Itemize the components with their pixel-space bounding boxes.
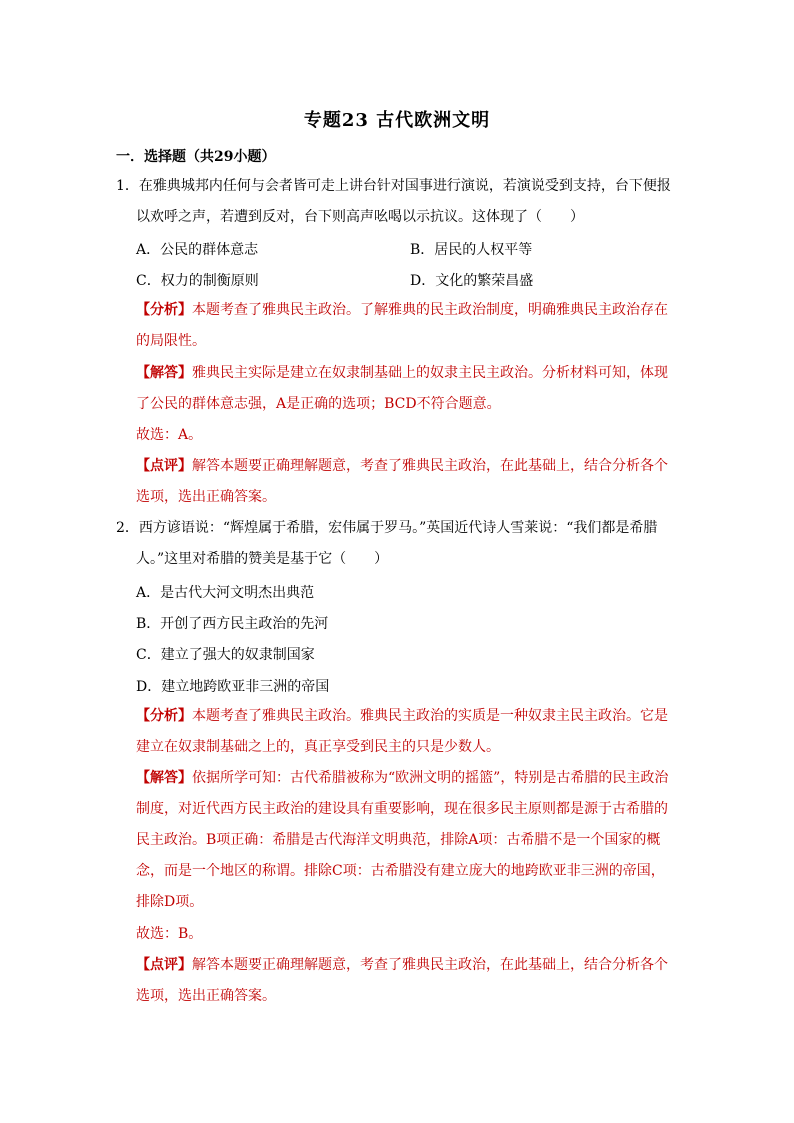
q1-answer-line-1: [136, 364, 668, 382]
q1-comment-tag: 【点评】: [136, 458, 192, 474]
q1-answer-line-2: 了公民的群体意志强，A是正确的选项；BCD不符合题意。: [136, 396, 501, 412]
q2-option-c: C．建立了强大的奴隶制国家: [136, 647, 315, 663]
q1-comment-line-2: 选项，选出正确答案。: [136, 489, 276, 505]
q2-analysis-tag: 【分析】: [136, 708, 192, 724]
q2-option-d: D．建立地跨欧亚非三洲的帝国: [136, 679, 330, 695]
q2-answer-line-5: 排除D项。: [136, 894, 204, 910]
q1-comment-line-1: [136, 457, 668, 475]
q1-answer-tag: 【解答】: [136, 365, 192, 381]
q2-answer-line-4: 念，而是一个地区的称谓。排除C项：古希腊没有建立庞大的地跨欧亚非三洲的帝国，: [136, 863, 665, 879]
q1-analysis-tag: 【分析】: [136, 302, 192, 318]
q1-analysis-text-1: 本题考查了雅典民主政治。了解雅典的民主政治制度，明确雅典民主政治存在: [192, 302, 668, 318]
q2-comment-line-1: [136, 956, 668, 974]
q2-analysis-line-2: 建立在奴隶制基础之上的，真正享受到民主的只是少数人。: [136, 739, 500, 755]
q1-analysis-line-2: 的局限性。: [136, 333, 206, 349]
section-heading: 一．选择题（共29小题）: [116, 149, 276, 165]
q2-stem-line-1: 2．西方谚语说：“辉煌属于希腊，宏伟属于罗马。”英国近代诗人雪莱说：“我们都是希腊: [116, 520, 658, 536]
q1-stem-line-1: 1．在雅典城邦内任何与会者皆可走上讲台针对国事进行演说，若演说受到支持，台下便报: [116, 178, 671, 194]
q2-answer-line-3: 民主政治。B项正确：希腊是古代海洋文明典范，排除A项：古希腊不是一个国家的概: [136, 832, 661, 848]
q1-answer-text-1: 雅典民主实际是建立在奴隶制基础上的奴隶主民主政治。分析材料可知，体现: [192, 365, 668, 381]
q2-analysis-line-1: [136, 707, 668, 725]
q2-option-a: A．是古代大河文明杰出典范: [136, 585, 315, 601]
q2-comment-line-2: 选项，选出正确答案。: [136, 988, 276, 1004]
q2-answer-line-1: [136, 769, 668, 787]
q1-analysis-line-1: [136, 301, 668, 319]
q2-answer-tag: 【解答】: [136, 770, 192, 786]
q2-option-b: B．开创了西方民主政治的先河: [136, 616, 329, 632]
q2-choice: 故选：B。: [136, 926, 203, 942]
q1-comment-text-1: 解答本题要正确理解题意，考查了雅典民主政治，在此基础上，结合分析各个: [192, 458, 668, 474]
q1-option-d: D．文化的繁荣昌盛: [410, 273, 534, 289]
q1-option-b: B．居民的人权平等: [410, 242, 533, 258]
q2-analysis-text-1: 本题考查了雅典民主政治。雅典民主政治的实质是一种奴隶主民主政治。它是: [192, 708, 668, 724]
q2-answer-text-1: 依据所学可知：古代希腊被称为“欧洲文明的摇篮”，特别是古希腊的民主政治: [192, 770, 669, 786]
q1-stem-line-2: 以欢呼之声，若遭到反对，台下则高声吆喝以示抗议。这体现了（ ）: [136, 209, 584, 225]
q2-comment-text-1: 解答本题要正确理解题意，考查了雅典民主政治，在此基础上，结合分析各个: [192, 957, 668, 973]
page-title: 专题23 古代欧洲文明: [303, 110, 491, 131]
q2-comment-tag: 【点评】: [136, 957, 192, 973]
q2-stem-line-2: 人。”这里对希腊的赞美是基于它（ ）: [136, 551, 389, 567]
q2-answer-line-2: 制度，对近代西方民主政治的建设具有重要影响，现在很多民主原则都是源于古希腊的: [136, 801, 668, 817]
q1-option-a: A．公民的群体意志: [136, 242, 259, 258]
q1-choice: 故选：A。: [136, 427, 203, 443]
q1-option-c: C．权力的制衡原则: [136, 273, 259, 289]
